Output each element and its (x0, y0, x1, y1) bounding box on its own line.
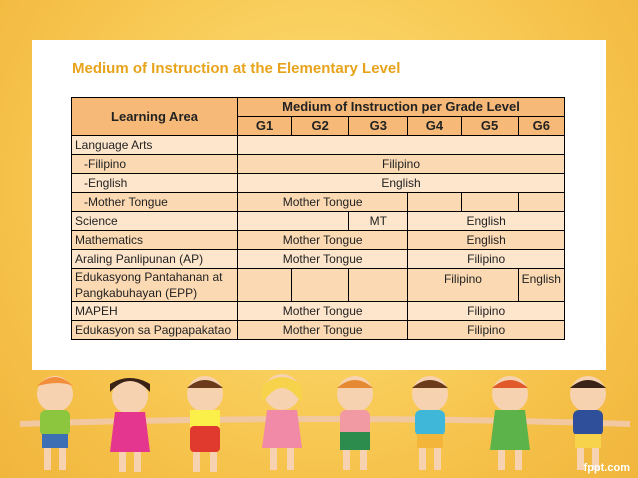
table-row (72, 321, 565, 340)
empty-cell (292, 269, 349, 302)
empty-cell (238, 212, 349, 231)
watermark-text: fppt.com (583, 462, 630, 474)
header-grade: G1 (238, 117, 292, 136)
row-value: Filipino (238, 155, 565, 174)
table-row (72, 155, 565, 174)
row-label: Language Arts (72, 136, 238, 155)
slide-title: Medium of Instruction at the Elementary Level (72, 60, 401, 77)
row-value: Mother Tongue (238, 250, 408, 269)
row-label: MAPEH (72, 302, 238, 321)
empty-cell (461, 193, 518, 212)
row-label: -English (72, 174, 238, 193)
instruction-table (71, 97, 565, 340)
empty-cell (349, 269, 408, 302)
row-value: English (408, 231, 565, 250)
row-label: Edukasyong Pantahanan at Pangkabuhayan (EPP) (72, 269, 238, 302)
row-value: Filipino (408, 269, 518, 302)
child-figure (187, 376, 223, 472)
header-grade: G3 (349, 117, 408, 136)
row-value: Mother Tongue (238, 302, 408, 321)
row-label: Edukasyon sa Pagpapakatao (72, 321, 238, 340)
table-row (72, 193, 565, 212)
row-label: -Mother Tongue (72, 193, 238, 212)
row-value: Filipino (408, 321, 565, 340)
table-row (72, 212, 565, 231)
empty-cell (408, 193, 461, 212)
table-row (72, 250, 565, 269)
empty-cell (518, 193, 564, 212)
header-grade: G2 (292, 117, 349, 136)
child-figure (262, 374, 302, 470)
child-figure (412, 376, 448, 470)
row-value: MT (349, 212, 408, 231)
child-figure (37, 376, 73, 470)
empty-cell (238, 136, 565, 155)
header-grade: G5 (461, 117, 518, 136)
table-row (72, 136, 565, 155)
row-value: Filipino (408, 250, 565, 269)
row-value: English (408, 212, 565, 231)
header-grade: G6 (518, 117, 564, 136)
child-figure (490, 376, 530, 470)
row-label: Science (72, 212, 238, 231)
table-row (72, 302, 565, 321)
table-row (72, 269, 565, 302)
children-illustration (0, 372, 638, 478)
arm-line (20, 419, 630, 424)
row-value: English (238, 174, 565, 193)
row-value: English (518, 269, 564, 302)
row-value: Mother Tongue (238, 193, 408, 212)
empty-cell (238, 269, 292, 302)
row-value: Mother Tongue (238, 321, 408, 340)
row-label: -Filipino (72, 155, 238, 174)
row-label: Araling Panlipunan (AP) (72, 250, 238, 269)
header-medium: Medium of Instruction per Grade Level (238, 98, 565, 117)
row-value: Mother Tongue (238, 231, 408, 250)
table-row (72, 174, 565, 193)
header-learning-area: Learning Area (72, 98, 238, 136)
table-row (72, 231, 565, 250)
row-label: Mathematics (72, 231, 238, 250)
child-figure (110, 378, 150, 472)
row-value: Filipino (408, 302, 565, 321)
header-grade: G4 (408, 117, 461, 136)
child-figure (337, 376, 373, 470)
child-figure (570, 376, 606, 470)
